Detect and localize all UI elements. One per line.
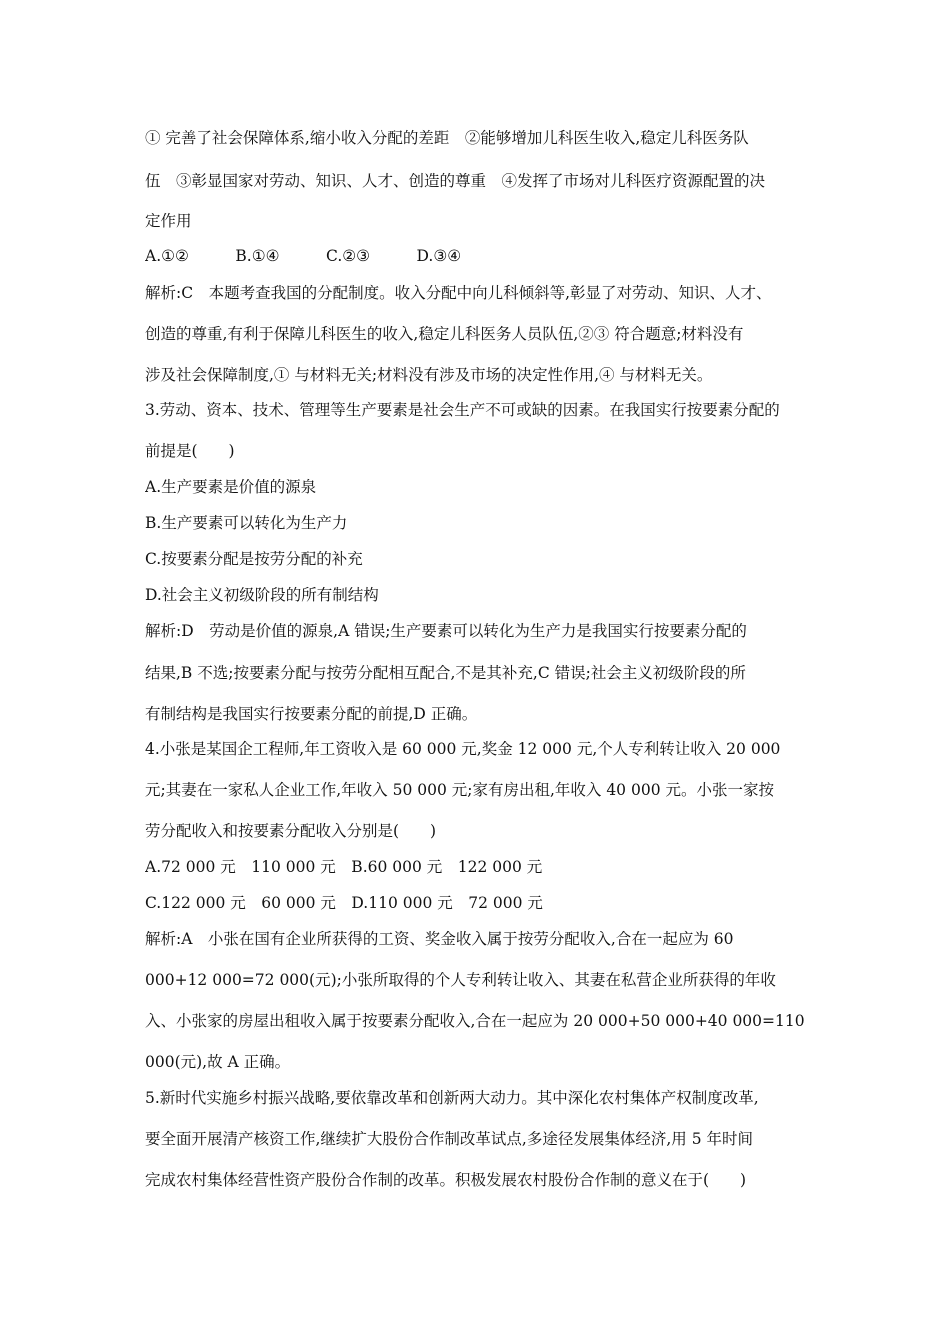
text-line: 000(元),故 A 正确。: [145, 1053, 291, 1071]
text-line: 入、小张家的房屋出租收入属于按要素分配收入,合在一起应为 20 000+50 000+40 000=110: [145, 1012, 805, 1030]
text-line: 3.劳动、资本、技术、管理等生产要素是社会生产不可或缺的因素。在我国实行按要素分配的: [145, 401, 780, 419]
text-line: A.①② B.①④ C.②③ D.③④: [145, 247, 462, 265]
text-line: 定作用: [145, 212, 192, 230]
text-line: A.生产要素是价值的源泉: [145, 478, 317, 496]
text-line: 4.小张是某国企工程师,年工资收入是 60 000 元,奖金 12 000 元,个人专利转让收入 20 000: [145, 740, 781, 758]
text-line: 伍 ③彰显国家对劳动、知识、人才、创造的尊重 ④发挥了市场对儿科医疗资源配置的决: [145, 172, 766, 190]
text-line: 要全面开展清产核资工作,继续扩大股份合作制改革试点,多途径发展集体经济,用 5 年时间: [145, 1130, 753, 1148]
text-line: 解析:C 本题考查我国的分配制度。收入分配中向儿科倾斜等,彰显了对劳动、知识、人才、: [145, 284, 772, 302]
text-line: 元;其妻在一家私人企业工作,年收入 50 000 元;家有房出租,年收入 40 000 元。小张一家按: [145, 781, 774, 799]
text-line: C.122 000 元 60 000 元 D.110 000 元 72 000 元: [145, 894, 543, 912]
text-line: 创造的尊重,有利于保障儿科医生的收入,稳定儿科医务人员队伍,②③ 符合题意;材料没有: [145, 325, 744, 343]
text-line: ① 完善了社会保障体系,缩小收入分配的差距 ②能够增加儿科医生收入,稳定儿科医务队: [145, 129, 749, 147]
text-line: 前提是( ): [145, 442, 235, 460]
text-line: 5.新时代实施乡村振兴战略,要依靠改革和创新两大动力。其中深化农村集体产权制度改革,: [145, 1089, 759, 1107]
text-line: A.72 000 元 110 000 元 B.60 000 元 122 000 元: [145, 858, 543, 876]
text-line: 劳分配收入和按要素分配收入分别是( ): [145, 822, 437, 840]
text-line: D.社会主义初级阶段的所有制结构: [145, 586, 379, 604]
text-line: 结果,B 不选;按要素分配与按劳分配相互配合,不是其补充,C 错误;社会主义初级阶段的所: [145, 664, 746, 682]
text-line: 解析:A 小张在国有企业所获得的工资、奖金收入属于按劳分配收入,合在一起应为 60: [145, 930, 734, 948]
text-line: 有制结构是我国实行按要素分配的前提,D 正确。: [145, 705, 478, 723]
text-line: 完成农村集体经营性资产股份合作制的改革。积极发展农村股份合作制的意义在于( ): [145, 1171, 747, 1189]
text-line: C.按要素分配是按劳分配的补充: [145, 550, 363, 568]
text-line: 000+12 000=72 000(元);小张所取得的个人专利转让收入、其妻在私营企业所获得的年收: [145, 971, 776, 989]
text-line: 解析:D 劳动是价值的源泉,A 错误;生产要素可以转化为生产力是我国实行按要素分配的: [145, 622, 747, 640]
text-line: 涉及社会保障制度,① 与材料无关;材料没有涉及市场的决定性作用,④ 与材料无关。: [145, 366, 713, 384]
text-line: B.生产要素可以转化为生产力: [145, 514, 348, 532]
